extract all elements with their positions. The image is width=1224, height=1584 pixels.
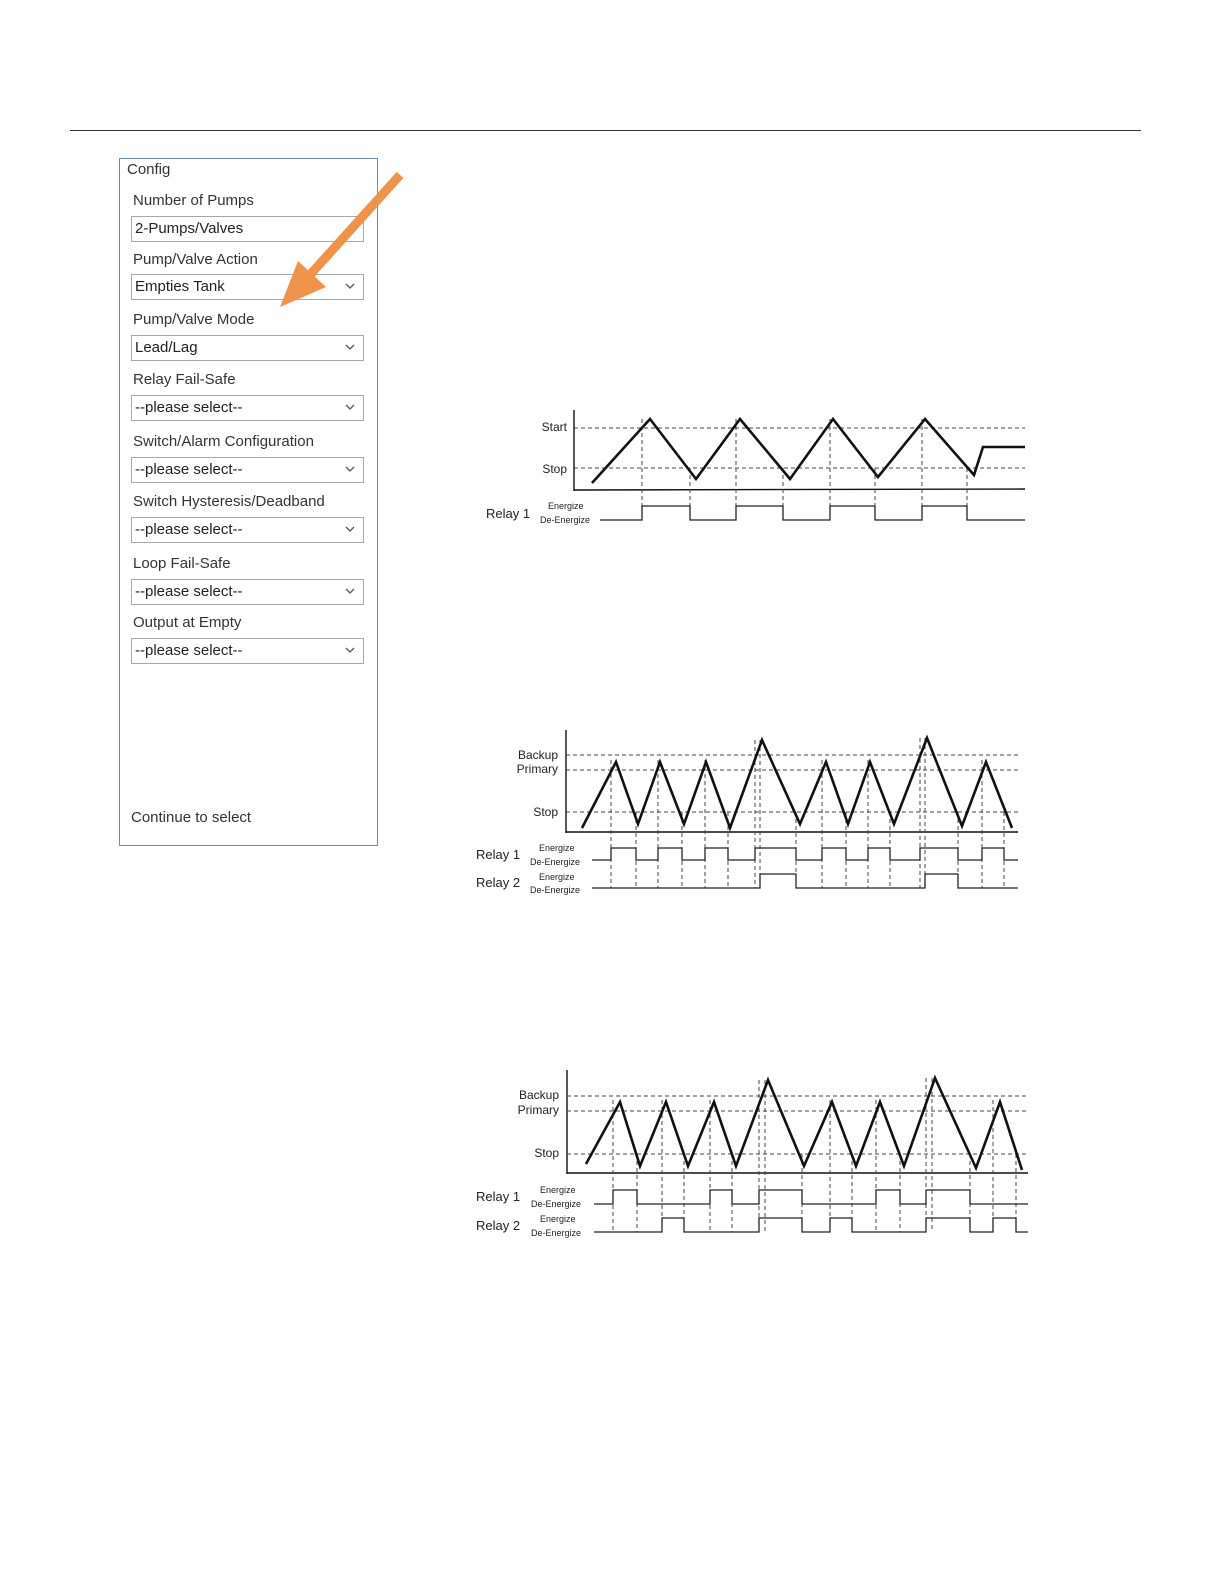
switch-hysteresis-deadband-select[interactable]	[131, 517, 364, 543]
diagram2-primary-label: Primary	[516, 762, 558, 776]
loop-fail-safe-label: Loop Fail-Safe	[133, 555, 231, 572]
callout-arrow-icon	[270, 165, 420, 315]
diagram1-stop-label: Stop	[542, 462, 567, 476]
pump-valve-action-value: Empties Tank	[135, 278, 225, 295]
loop-fail-safe-select[interactable]	[131, 579, 364, 605]
chevron-down-icon	[343, 462, 357, 476]
relay-fail-safe-value: --please select--	[135, 399, 243, 416]
diagram1-start-label: Start	[541, 420, 567, 434]
diagram2-relay2-deenergize-label: De-Energize	[530, 885, 581, 895]
diagram3-drop-lines	[613, 1078, 1016, 1232]
diagram2-relay1-deenergize-label: De-Energize	[530, 857, 581, 867]
diagram3-relay2-label: Relay 2	[476, 1218, 521, 1233]
diagram2-drop-lines	[611, 738, 1004, 888]
loop-fail-safe-value: --please select--	[135, 583, 243, 600]
diagram2-backup-label: Backup	[517, 748, 558, 762]
relay-fail-safe-label: Relay Fail-Safe	[133, 371, 236, 388]
header-rule	[70, 130, 1141, 131]
diagram1-drop-lines	[642, 419, 967, 520]
diagram1-relay1-label: Relay 1	[486, 506, 531, 521]
continue-to-select-text: Continue to select	[131, 809, 252, 826]
diagram3-relay1-energize-label: Energize	[540, 1185, 576, 1195]
chevron-down-icon	[343, 340, 357, 354]
lead-lag-diagram	[470, 728, 1040, 903]
diagram2-stop-label: Stop	[533, 805, 558, 819]
switch-alarm-configuration-value: --please select--	[135, 461, 243, 478]
output-at-empty-value: --please select--	[135, 642, 243, 659]
diagram3-relay2-energize-label: Energize	[540, 1214, 576, 1224]
diagram2-relay1-label: Relay 1	[476, 847, 521, 862]
output-at-empty-label: Output at Empty	[133, 614, 242, 631]
diagram2-level-wave	[582, 738, 1012, 828]
panel-title: Config	[127, 161, 171, 178]
switch-alarm-configuration-label: Switch/Alarm Configuration	[133, 433, 314, 450]
diagram2-relay1-energize-label: Energize	[539, 843, 575, 853]
output-at-empty-select[interactable]	[131, 638, 364, 664]
switch-hysteresis-deadband-label: Switch Hysteresis/Deadband	[133, 493, 325, 510]
diagram3-relay1-deenergize-label: De-Energize	[531, 1199, 582, 1209]
diagram3-level-wave	[586, 1078, 1022, 1170]
pump-valve-mode-label: Pump/Valve Mode	[133, 311, 255, 328]
diagram3-relay1-label: Relay 1	[476, 1189, 521, 1204]
diagram2-relay2-trace	[592, 874, 1018, 888]
number-of-pumps-value: 2-Pumps/Valves	[135, 220, 244, 237]
pump-valve-action-label: Pump/Valve Action	[133, 251, 258, 268]
chevron-down-icon	[343, 643, 357, 657]
single-pump-diagram	[470, 405, 1040, 535]
diagram2-relay2-label: Relay 2	[476, 875, 521, 890]
diagram1-level-wave	[592, 419, 1025, 483]
diagram3-relay2-trace	[594, 1218, 1028, 1232]
chevron-down-icon	[343, 522, 357, 536]
chevron-down-icon	[343, 400, 357, 414]
chevron-down-icon	[343, 584, 357, 598]
diagram1-energize-label: Energize	[548, 501, 584, 511]
diagram1-deenergize-label: De-Energize	[540, 515, 591, 525]
switch-alarm-configuration-select[interactable]	[131, 457, 364, 483]
relay-fail-safe-select[interactable]	[131, 395, 364, 421]
diagram3-relay2-deenergize-label: De-Energize	[531, 1228, 582, 1238]
diagram1-relay1-trace	[600, 506, 1025, 520]
pump-valve-mode-select[interactable]	[131, 335, 364, 361]
diagram3-primary-label: Primary	[517, 1103, 559, 1117]
diagram2-relay1-trace	[592, 848, 1018, 860]
number-of-pumps-label: Number of Pumps	[133, 192, 254, 209]
switch-hysteresis-deadband-value: --please select--	[135, 521, 243, 538]
pump-valve-mode-value: Lead/Lag	[135, 339, 198, 356]
diagram2-relay2-energize-label: Energize	[539, 872, 575, 882]
diagram3-relay1-trace	[594, 1190, 1028, 1204]
diagram3-stop-label: Stop	[534, 1146, 559, 1160]
alternating-diagram	[470, 1068, 1040, 1243]
diagram3-backup-label: Backup	[518, 1088, 559, 1102]
